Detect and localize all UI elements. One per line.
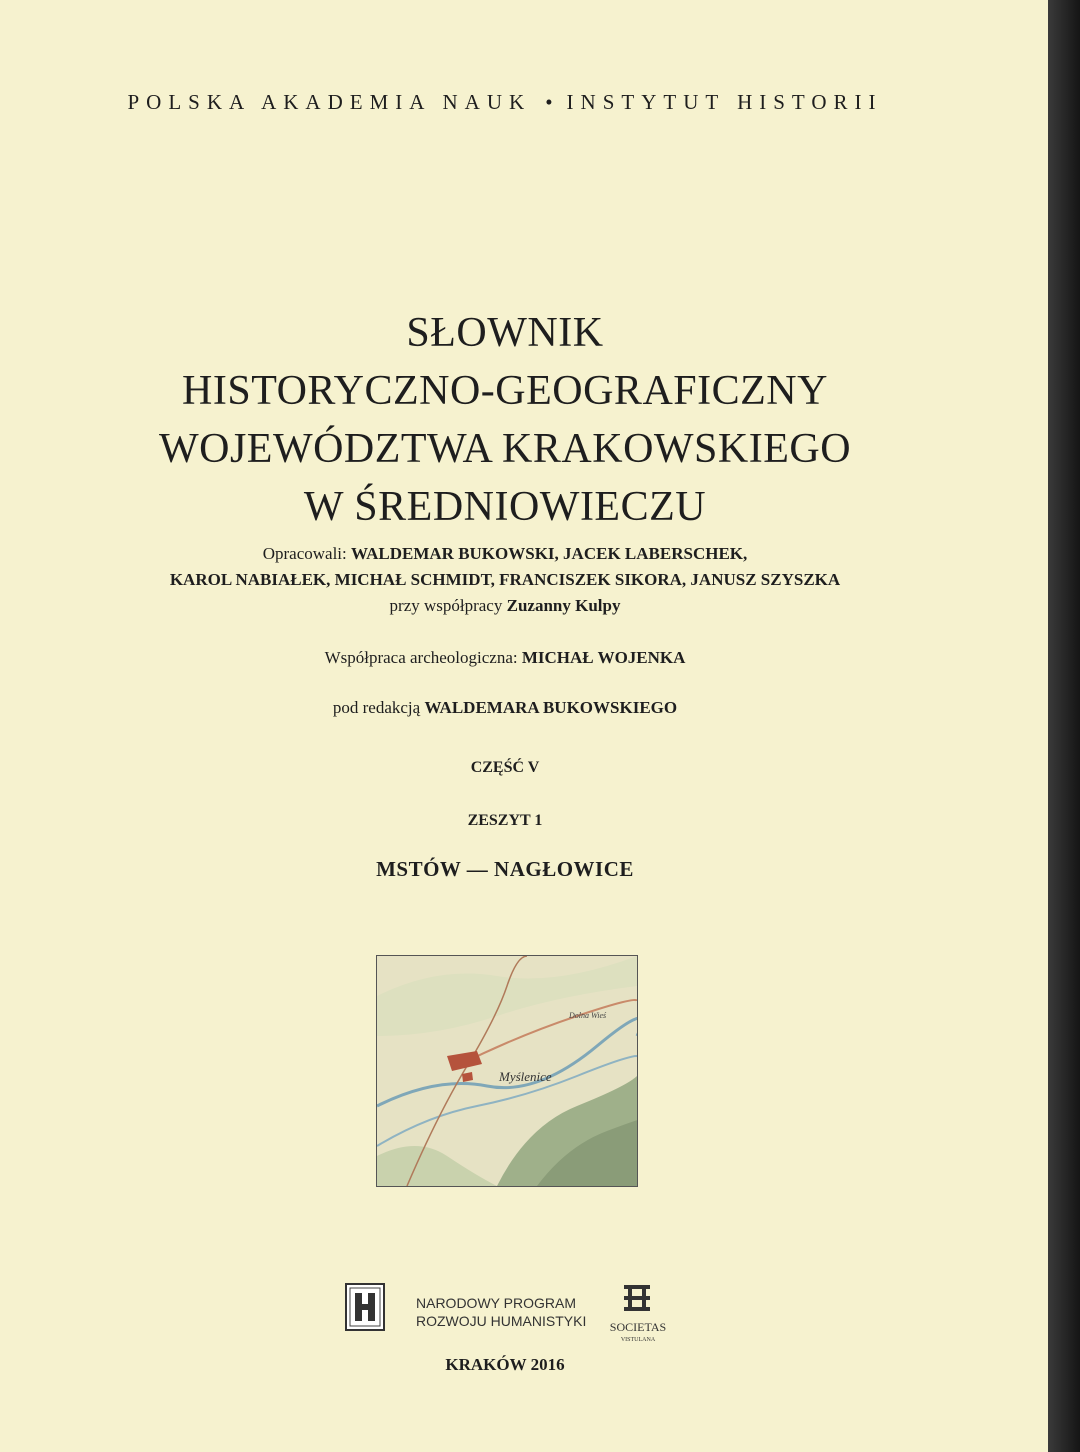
header-academy: POLSKA AKADEMIA NAUK	[127, 90, 532, 114]
archaeology-credit	[0, 648, 1010, 668]
editor-name: WALDEMARA BUKOWSKIEGO	[424, 698, 678, 717]
editor-label: pod redakcją	[332, 698, 421, 717]
map-village-label: Dolna Wieś	[569, 1011, 607, 1020]
authors-line-2: KAROL NABIAŁEK, MICHAŁ SCHMIDT, FRANCISZEK SIKORA, JANUSZ SZYSZKA	[169, 570, 841, 589]
collab-label: przy współpracy	[389, 596, 503, 615]
program-line-2: ROZWOJU HUMANISTYKI	[416, 1313, 587, 1329]
title-line-4: W ŚREDNIOWIECZU	[303, 484, 707, 530]
header-institute: INSTYTUT HISTORII	[566, 90, 883, 114]
title-line-3: WOJEWÓDZTWA KRAKOWSKIEGO	[158, 426, 852, 472]
part-number: CZĘŚĆ V	[470, 759, 540, 776]
historical-map-image	[376, 955, 638, 1187]
publisher-subtitle: VISTULANA	[620, 1337, 656, 1343]
publisher-name: SOCIETAS	[609, 1320, 667, 1334]
header-separator: •	[545, 90, 553, 114]
program-name	[416, 1294, 586, 1330]
map-town-label: Myślenice	[499, 1069, 552, 1084]
imprint: KRAKÓW 2016	[445, 1355, 565, 1374]
nprh-logo-icon	[345, 1283, 385, 1331]
authors-line-1	[0, 541, 1010, 567]
editor-credit	[0, 698, 1010, 718]
institution-header	[0, 90, 1010, 115]
title-line-2: HISTORYCZNO-GEOGRAFICZNY	[182, 368, 828, 414]
authors-block	[0, 541, 1010, 619]
societas-logo-icon	[620, 1283, 654, 1313]
entry-range: MSTÓW — NAGŁOWICE	[376, 857, 634, 881]
book-title	[0, 304, 1010, 536]
program-line-1: NARODOWY PROGRAM	[416, 1295, 576, 1311]
prepared-label: Opracowali:	[262, 544, 347, 563]
authors-names-1: WALDEMAR BUKOWSKI, JACEK LABERSCHEK,	[351, 544, 748, 563]
page-edge-shadow	[1048, 0, 1080, 1452]
arch-name: MICHAŁ WOJENKA	[521, 648, 686, 667]
issue-number: ZESZYT 1	[467, 812, 543, 829]
title-line-1: SŁOWNIK	[406, 310, 604, 356]
collaboration-line	[0, 593, 1010, 619]
collab-name: Zuzanny Kulpy	[506, 596, 621, 615]
arch-label: Współpraca archeologiczna:	[324, 648, 518, 667]
